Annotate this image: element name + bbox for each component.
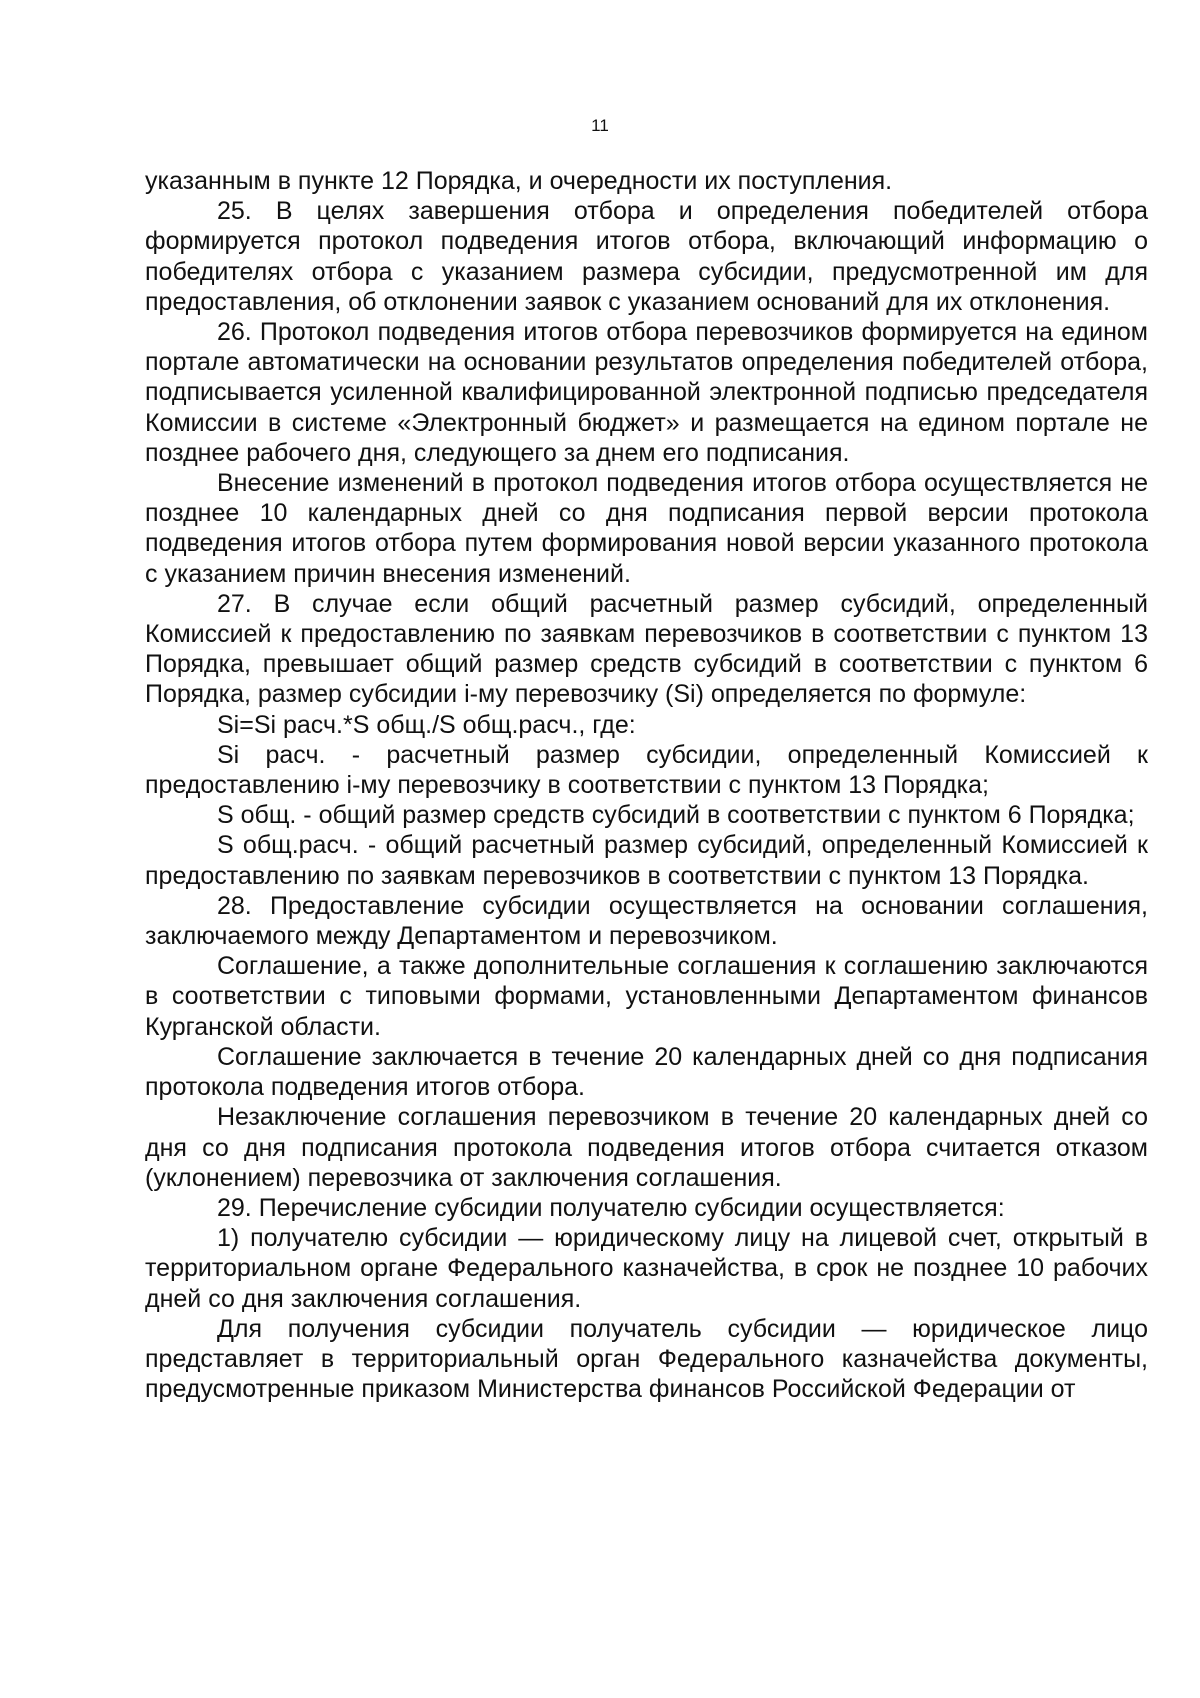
- formula-line: Si=Si расч.*S общ./S общ.расч., где:: [217, 710, 636, 739]
- formula-definition-s-total: S общ. - общий размер средств субсидий в соответствии с пунктом 6 Порядка;: [217, 801, 1135, 830]
- paragraph-item-26: 26. Протокол подведения итогов отбора перевозчиков формируется на едином портале автоматически на основании результатов определения победителей отбора, подписывается усиленной квалифицированной электронной подписью председателя Комиссии в системе «Электронный бюджет» и размещается на едином портале не позднее рабочего дня, следующего за днем его подписания.: [145, 318, 1148, 467]
- paragraph-subitem-1: 1) получателю субсидии — юридическому лицу на лицевой счет, открытый в территориальном органе Федерального казначейства, в срок не позднее 10 рабочих дней со дня заключения соглашения.: [145, 1224, 1148, 1313]
- paragraph-item-25: 25. В целях завершения отбора и определения победителей отбора формируется протокол подведения итогов отбора, включающий информацию о победителях отбора с указанием размера субсидии, предусмотренной им для предоставления, об отклонении заявок с указанием оснований для их отклонения.: [145, 197, 1148, 316]
- paragraph-continuation: указанным в пункте 12 Порядка, и очередности их поступления.: [145, 167, 893, 195]
- paragraph-documents-submission: Для получения субсидии получатель субсидии — юридическое лицо представляет в территориальный орган Федерального казначейства документы, предусмотренные приказом Министерства финансов Российской Федерации от: [145, 1314, 1148, 1404]
- formula-definition-s-total-calc: S общ.расч. - общий расчетный размер субсидий, определенный Комиссией к предоставлению по заявкам перевозчиков в соответствии с пунктом 13 Порядка.: [145, 831, 1148, 890]
- paragraph-item-28: 28. Предоставление субсидии осуществляется на основании соглашения, заключаемого между Департаментом и перевозчиком.: [145, 891, 1148, 951]
- page-number: 11: [591, 116, 609, 135]
- document-body: [145, 166, 1148, 1404]
- paragraph-item-27: 27. В случае если общий расчетный размер субсидий, определенный Комиссией к предоставлению по заявкам перевозчиков в соответствии с пунктом 13 Порядка, превышает общий размер средств субсидий в соответствии с пунктом 6 Порядка, размер субсидии i-му перевозчику (Si) определяется по формуле:: [145, 589, 1148, 709]
- formula-definition-si-calc: Si расч. - расчетный размер субсидии, определенный Комиссией к предоставлению i-му перевозчику в соответствии с пунктом 13 Порядка;: [145, 740, 1148, 800]
- paragraph-agreement-term: Соглашение заключается в течение 20 календарных дней со дня подписания протокола подведения итогов отбора.: [145, 1042, 1148, 1102]
- paragraph-protocol-changes: Внесение изменений в протокол подведения итогов отбора осуществляется не позднее 10 календарных дней со дня подписания первой версии протокола подведения итогов отбора путем формирования новой версии указанного протокола с указанием причин внесения изменений.: [145, 469, 1148, 588]
- paragraph-non-conclusion: Незаключение соглашения перевозчиком в течение 20 календарных дней со дня со дня подписания протокола подведения итогов отбора считается отказом (уклонением) перевозчика от заключения соглашения.: [145, 1103, 1148, 1192]
- paragraph-agreement-forms: Соглашение, а также дополнительные соглашения к соглашению заключаются в соответствии с типовыми формами, установленными Департаментом финансов Курганской области.: [145, 952, 1148, 1041]
- paragraph-item-29: 29. Перечисление субсидии получателю субсидии осуществляется:: [217, 1193, 1005, 1222]
